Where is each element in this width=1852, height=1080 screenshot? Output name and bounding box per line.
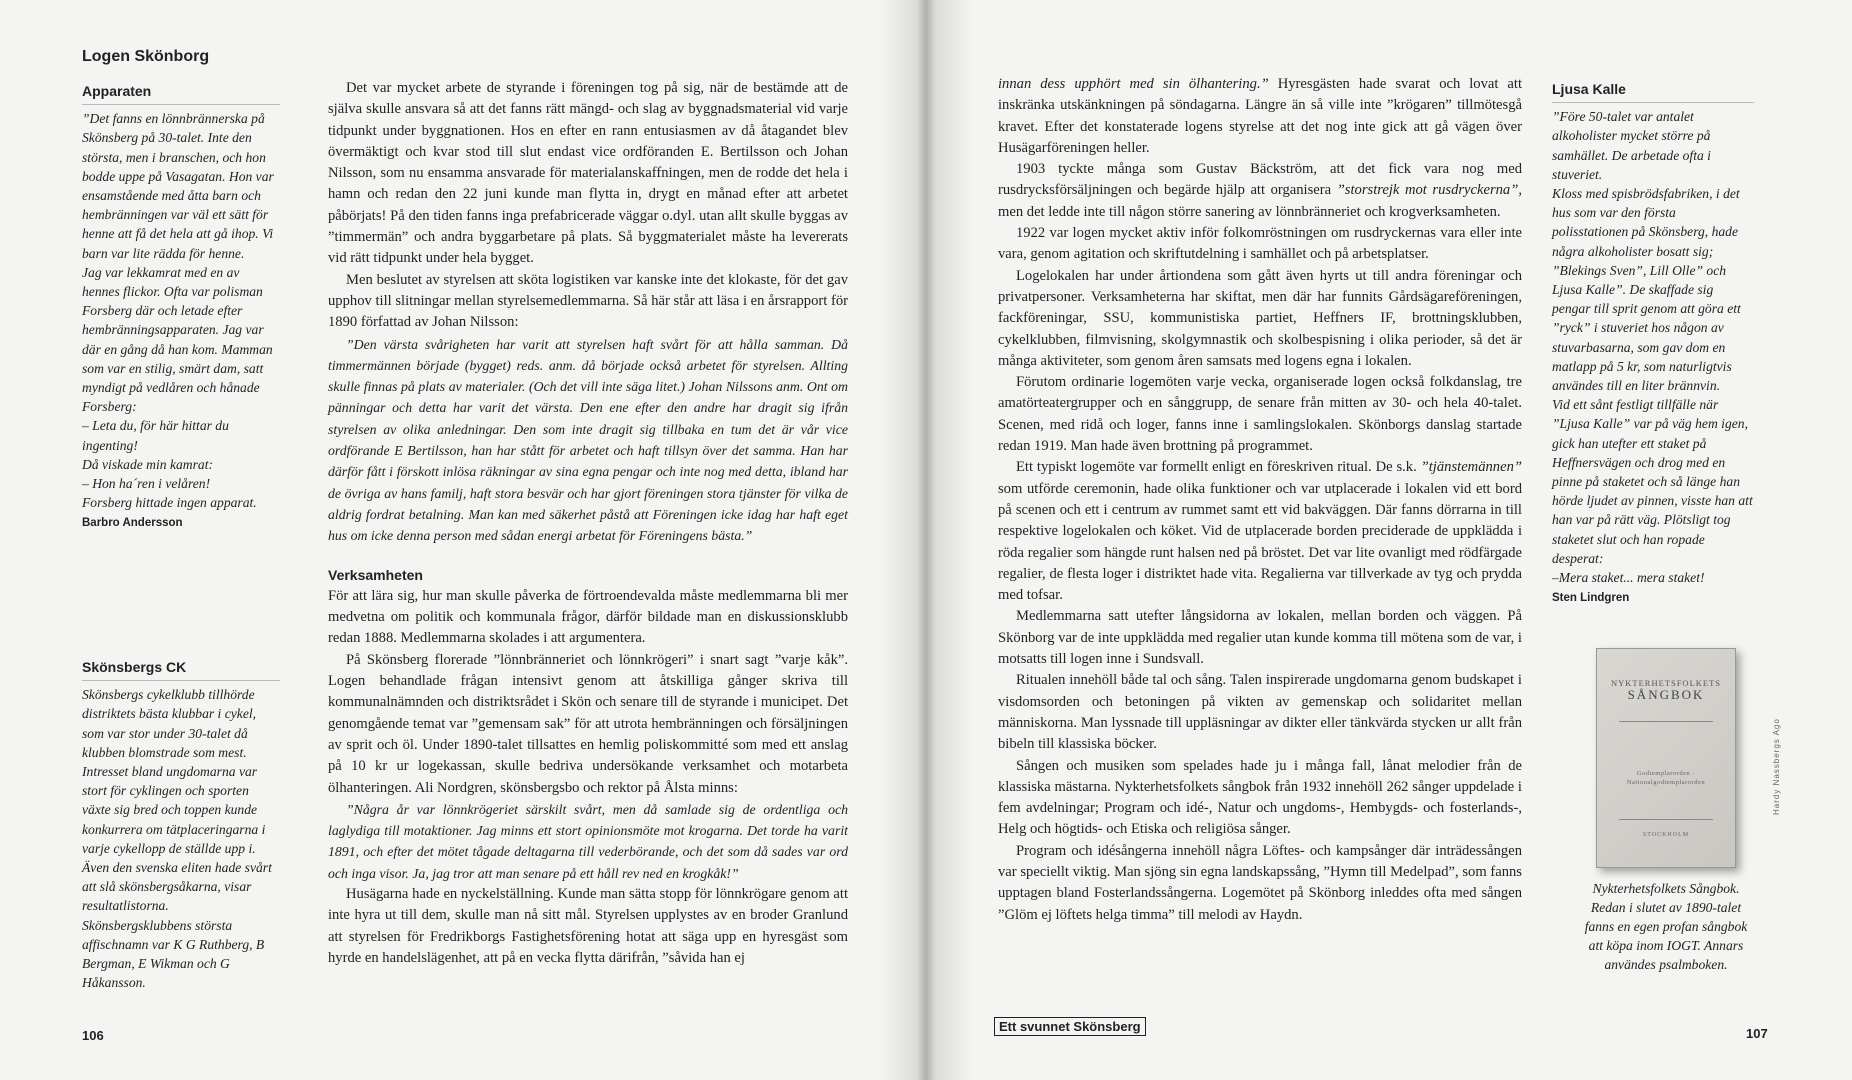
sidebar-paragraph: ”Det fanns en lönnbrännerska på Skönsberg på 30-talet. Inte den största, men i branschen, och hon bodde uppe på Vasagatan. Hon var ensamstående med åtta barn och hembränningen var väl ett sätt för henne att få det hela att gå ihop. Vi barn var lite rädda för henne. [82,111,274,261]
sidebar-paragraph: ”Före 50-talet var antalet alkoholister mycket större på samhället. De arbetade ofta i stuveriet. [1552,109,1711,182]
body-text: som utförde ceremonin, hade olika funktioner och var utplacerade i lokalen vid ett bord på scenen och ett i centrum av rummet samt ett vid bakväggen. Där fanns dörrarna in till respektive logelokalen och köket. Vid de utplacerade borden preciderade de uppklädda i röda regalier som hängde runt halsen ned på bröstet. Det var lite ovanligt med rödfärgade regalier, de flesta loger i distriktet hade vita. Regalierna var tillverkade av tyg och prydda med tofsar. [998,480,1522,604]
body-paragraph: Logelokalen har under årtiondena som gått även hyrts ut till andra föreningar och privatpersoner. Verksamheterna har skiftat, men där har funnits Gårdsägareföreningen, fackföreningar, SSU, kommunistiska partiet, Heffners IF, brottningsklubben, cykelklubben, filmvisning, skolgymnastik och skolbespisning i olika perioder, så det är många aktiviteter, som genom åren samsats med logens egna i lokalen. [998,267,1522,369]
sidebar-title: Ljusa Kalle [1552,80,1754,103]
cover-line-1: NYKTERHETSFOLKETS [1610,678,1722,688]
body-text: Ett typiskt logemöte var formellt enligt en föreskriven ritual. De s.k. [1016,459,1421,476]
body-text: 1903 tyckte många som Gustav Bäckström, att det fick vara nog med rusdrycksförsäljningen och begärde hjälp att organisera [998,161,1522,199]
body-paragraph: 1922 var logen mycket aktiv inför folkomröstningen om rusdryckernas vara eller inte vara, genom agitation och skriftutdelning i samhället och på arbetsplatser. [998,225,1522,263]
italic-text: ”storstrejk mot rusdryckerna” [1336,182,1519,199]
cover-line-2: SÅNGBOK [1627,687,1705,702]
italic-text: innan dess upphört med sin ölhantering.” [998,76,1269,92]
body-paragraph: Sången och musiken som spelades hade ju i många fall, lånat melodier från de klassiska mästarna. Nykterhetsfolkets sångbok från 1932 innehöll 262 sånger uppdelade i fem avdelningar; Program och idé-, Natur och ungdoms-, Hembygds- och fosterlands-, Helg och högtids- och Etiska och religiösa sånger. [998,757,1522,838]
cover-publisher: STOCKHOLM [1642,832,1690,838]
photo-credit: Hardy Nassbergs Ago [1772,718,1781,815]
sidebar-paragraph: Kloss med spisbrödsfabriken, i det hus som var den första polisstationen på Skönsberg, hade några alkoholister bosatt sig; ”Blekings Sven”, Lill Olle” och Ljusa Kalle”. De skaffade sig pengar till sprit genom att göra ett ”ryck” i stuveriet hos någon av stuvarbasarna, som gav dom en matlapp på 5 kr, som naturligtvis användes till en liter brännvin. [1552,186,1741,394]
body-paragraph: Program och idésångerna innehöll några Löftes- och kampsånger där inträdessången var speciellt viktig. Man sjöng sin egna landskapssång, ”Hymn till Medelpad”, som fanns upptagen bland Fosterlandssångerna. Logemötet på Skönborg inleddes ofta med sången ”Glöm ej löftets helga timma” till melodi av Haydn. [998,842,1522,923]
quote-paragraph: ”Den värsta svårigheten har varit att styrelsen haft svårt för att hålla samman. Då timmermännen började (bygget) reds. anm. då började också arbetet för styrelsen. Allting skulle finnas på plats av materialer. (Och det vill inte säga litet.) Johan Nilssons anm. Ont om pänningar och detta har varit det värsta. Den ene efter den andre har dragit sig ifrån styrelsen av olika anledningar. Den som inte dragit sig tillbaka en tum det är vår vice ordförande E Bertilsson, han har stått för arbetet och haft tillsyn över det samma. Han har därför fått i förskott inlösa räkningar av sina egna pengar och inte nog med detta, ibland har de övriga av hans familj, haft stora besvär och har gjort föreningen stora tjänster för vilka de aldrig fordrat betalning. Man kan med säkerhet påstå att Föreningen icke idag har haft eget hus om icke denna person med sådan energi arbetat för Föreningens bästa.” [328,336,848,544]
quote-paragraph: ”Några år var lönnkrögeriet särskilt svårt, men då samlade sig de ordentliga och laglydiga till motaktioner. Jag minns ett stort opinionsmöte mot krogarna. Det torde ha varit 1891, och efter det mötet tågade deltagarna till vederbörande, och det som då sades var ord och inga visor. Ja, jag tror att man senare på ett håll rev ned en krogkåk!” [328,801,848,881]
sidebar-author: Barbro Andersson [82,517,183,530]
sidebar-paragraph: Då viskade min kamrat: [82,456,213,472]
sidebar-paragraph: Forsberg hittade ingen apparat. [82,495,257,511]
cover-divider [1619,819,1713,820]
right-main-column [998,74,1522,926]
cover-divider [1619,721,1713,722]
body-paragraph [998,457,1522,606]
body-paragraph [998,159,1522,223]
sidebar-title: Skönsbergs CK [82,658,280,681]
sidebar-title: Apparaten [82,82,280,105]
cover-subtitle: Godtemplarorden · Nationalgodtemplarorden [1626,770,1706,786]
body-paragraph [998,74,1522,159]
left-main-column [328,78,848,969]
page-number: 106 [82,1028,104,1043]
body-paragraph: Men beslutet av styrelsen att sköta logistiken var kanske inte det klokaste, för det gav upphov till slitningar mellan styrelsemedlemmarna. Så här står att läsa i en årsrapport för 1890 författad av Johan Nilsson: [328,271,848,331]
sidebar-paragraph: Skönsbergs cykelklubb tillhörde distriktets bästa klubbar i cykel, som var stor under 30-talet då klubben blomstrade som mest. Intresset bland ungdomarna var stort för cyklingen och sporten växte sig bred och toppen kunde konkurrera om tätplaceringarna i varje cykellopp de ställde upp i. Även den svenska eliten hade svårt att slå skönsbergsåkarna, visar resultatlistorna. Skönsbergsklubbens största affischnamn var K G Ruthberg, B Bergman, E Wikman och G Håkansson. [82,687,272,991]
sidebar-paragraph: Vid ett sånt festligt tillfälle när ”Ljusa Kalle” var på väg hem igen, gick han utefter ett staket på Heffnersvägen och drog med en pinne på staketet och så länge han hörde ljudet av pinnen, visste han att han var på rätt väg. Plötsligt tog staketet slut och han ropade desperat: [1552,397,1753,566]
photo-caption: Nykterhetsfolkets Sångbok. Redan i slutet av 1890-talet fanns en egen profan sångbok att köpa inom IOGT. Annars användes psalmboken. [1584,881,1748,972]
page-header: Logen Skönborg [82,48,210,65]
body-paragraph: Husägarna hade en nyckelställning. Kunde man sätta stopp för lönnkrögare genom att inte hyra ut till dem, skulle man nå sitt mål. Styrelsen upplystes av en broder Granlund att styrelsen för Fredrikborgs Fastighetsförening hotat att säga upp en hyresgäst som hyrde en handelslägenhet, att på en vecka flytta därifrån, ”såvida han ej [328,885,848,966]
body-paragraph: Medlemmarna satt utefter långsidorna av lokalen, mellan borden och väggen. På Skönborg var de inte uppklädda med regalier utan kunde komma till mötena som de var, i motsatts till logen inne i Sundsvall. [998,608,1522,668]
sidebar-apparaten [82,82,280,534]
body-text: , men det ledde inte till någon större sanering av lönnbränneriet och krogverksamheten. [998,182,1523,220]
page-number: 107 [1746,1026,1768,1041]
sidebar-paragraph: –Mera staket... mera staket! [1552,570,1705,586]
running-footer: Ett svunnet Skönsberg [994,1017,1146,1036]
body-paragraph: Det var mycket arbete de styrande i föreningen tog på sig, när de bestämde att de själva skulle ansvara så att det fanns rätt mängd- och slag av byggnadsmaterial vid varje tidpunkt under byggnationen. Hos en efter en rann entusiasmen av då åtagandet blev övermäktigt och kvar stod till slut endast vice ordföranden E. Bertilsson och Johan Nilsson, som nu ensamma ansvarade för materialanskaffningen, men de rodde det hela i hamn och redan den 22 juni kunde man flytta in, drygt en månad efter att arbetet påbörjats! På den tiden fanns inga prefabricerade väggar o.dyl. utan allt skulle byggas av ”timmermän” och andra byggarbetare på plats. Så byggmaterialet måste ha levererats vid rätt tidpunkt under hela bygget. [328,80,848,267]
italic-text: ”tjänstemännen” [1420,459,1522,476]
cover-title [1607,677,1725,701]
songbook-photo [1596,648,1736,868]
sidebar-paragraph: – Leta du, för här hittar du ingenting! [82,418,229,453]
body-paragraph: Förutom ordinarie logemöten varje vecka, organiserade logen också folkdanslag, tre amatörteatergrupper och en sånggrupp, de senare från mitten av 30- och hela 40-talet. Scenen, med ridå och loger, fanns inne i samlingslokalen. Skönborgs danslag startade redan 1919. Man hade även brottning på programmet. [998,374,1522,455]
body-paragraph: För att lära sig, hur man skulle påverka de förtroendevalda måste medlemmarna bli mer medvetna om politik och kommunala frågor, därför bildade man en diskussionsklubb redan 1888. Medlemmarna skolades i att argumentera. [328,587,848,647]
body-paragraph: På Skönsberg florerade ”lönnbränneriet och lönnkrögeri” i snart sagt ”varje kåk”. Logen behandlade frågan intensivt genom att åtskilliga gånger skriva till kommunalnämnden och distriktsrådet i Skön och senare till de styrande i municipet. Det genomgående temat var ”gemensam sak” för att utrota hembränningen och försäljningen av sprit och öl. Under 1890-talet tillsattes en hemlig poliskommitté som med ett anslag på 10 kr ur logekassan, skulle bedriva undersökande verksamhet och motarbeta ölhanteringen. Ali Nordgren, skönsbergsbo och rektor på Ålsta minns: [328,651,848,796]
body-text: Hyresgästen hade svarat och lovat att inskränka utskänkningen på söndagarna. Längre än så ville inte ”krögaren” tillmötesgå kravet. Efter det konstaterade logens styrelse att det nog inte gick att gå vägen över Husägarföreningen heller. [998,76,1523,156]
sidebar-skonsbergs-ck [82,658,280,992]
sidebar-paragraph: – Hon ha´ren i velåren! [82,476,211,492]
sidebar-author: Sten Lindgren [1552,592,1630,605]
sidebar-ljusa-kalle [1552,80,1754,608]
sidebar-paragraph: Jag var lekkamrat med en av hennes flickor. Ofta var polisman Forsberg där och letade efter hembränningsapparaten. Jag var där en gång då han kom. Mamman som var en stilig, smärt dam, satt myndigt på vedlåren och hånade Forsberg: [82,264,273,415]
section-heading: Verksamheten [328,566,423,583]
body-paragraph: Ritualen innehöll både tal och sång. Talen inspirerade ungdomarna genom budskapet i visdomsorden och betoningen på vikten av gemenskap och solidaritet mellan människorna. Man lyssnade till uppläsningar av dikter eller tänkvärda stycken ur allt från bibeln till klassiska böcker. [998,672,1522,753]
